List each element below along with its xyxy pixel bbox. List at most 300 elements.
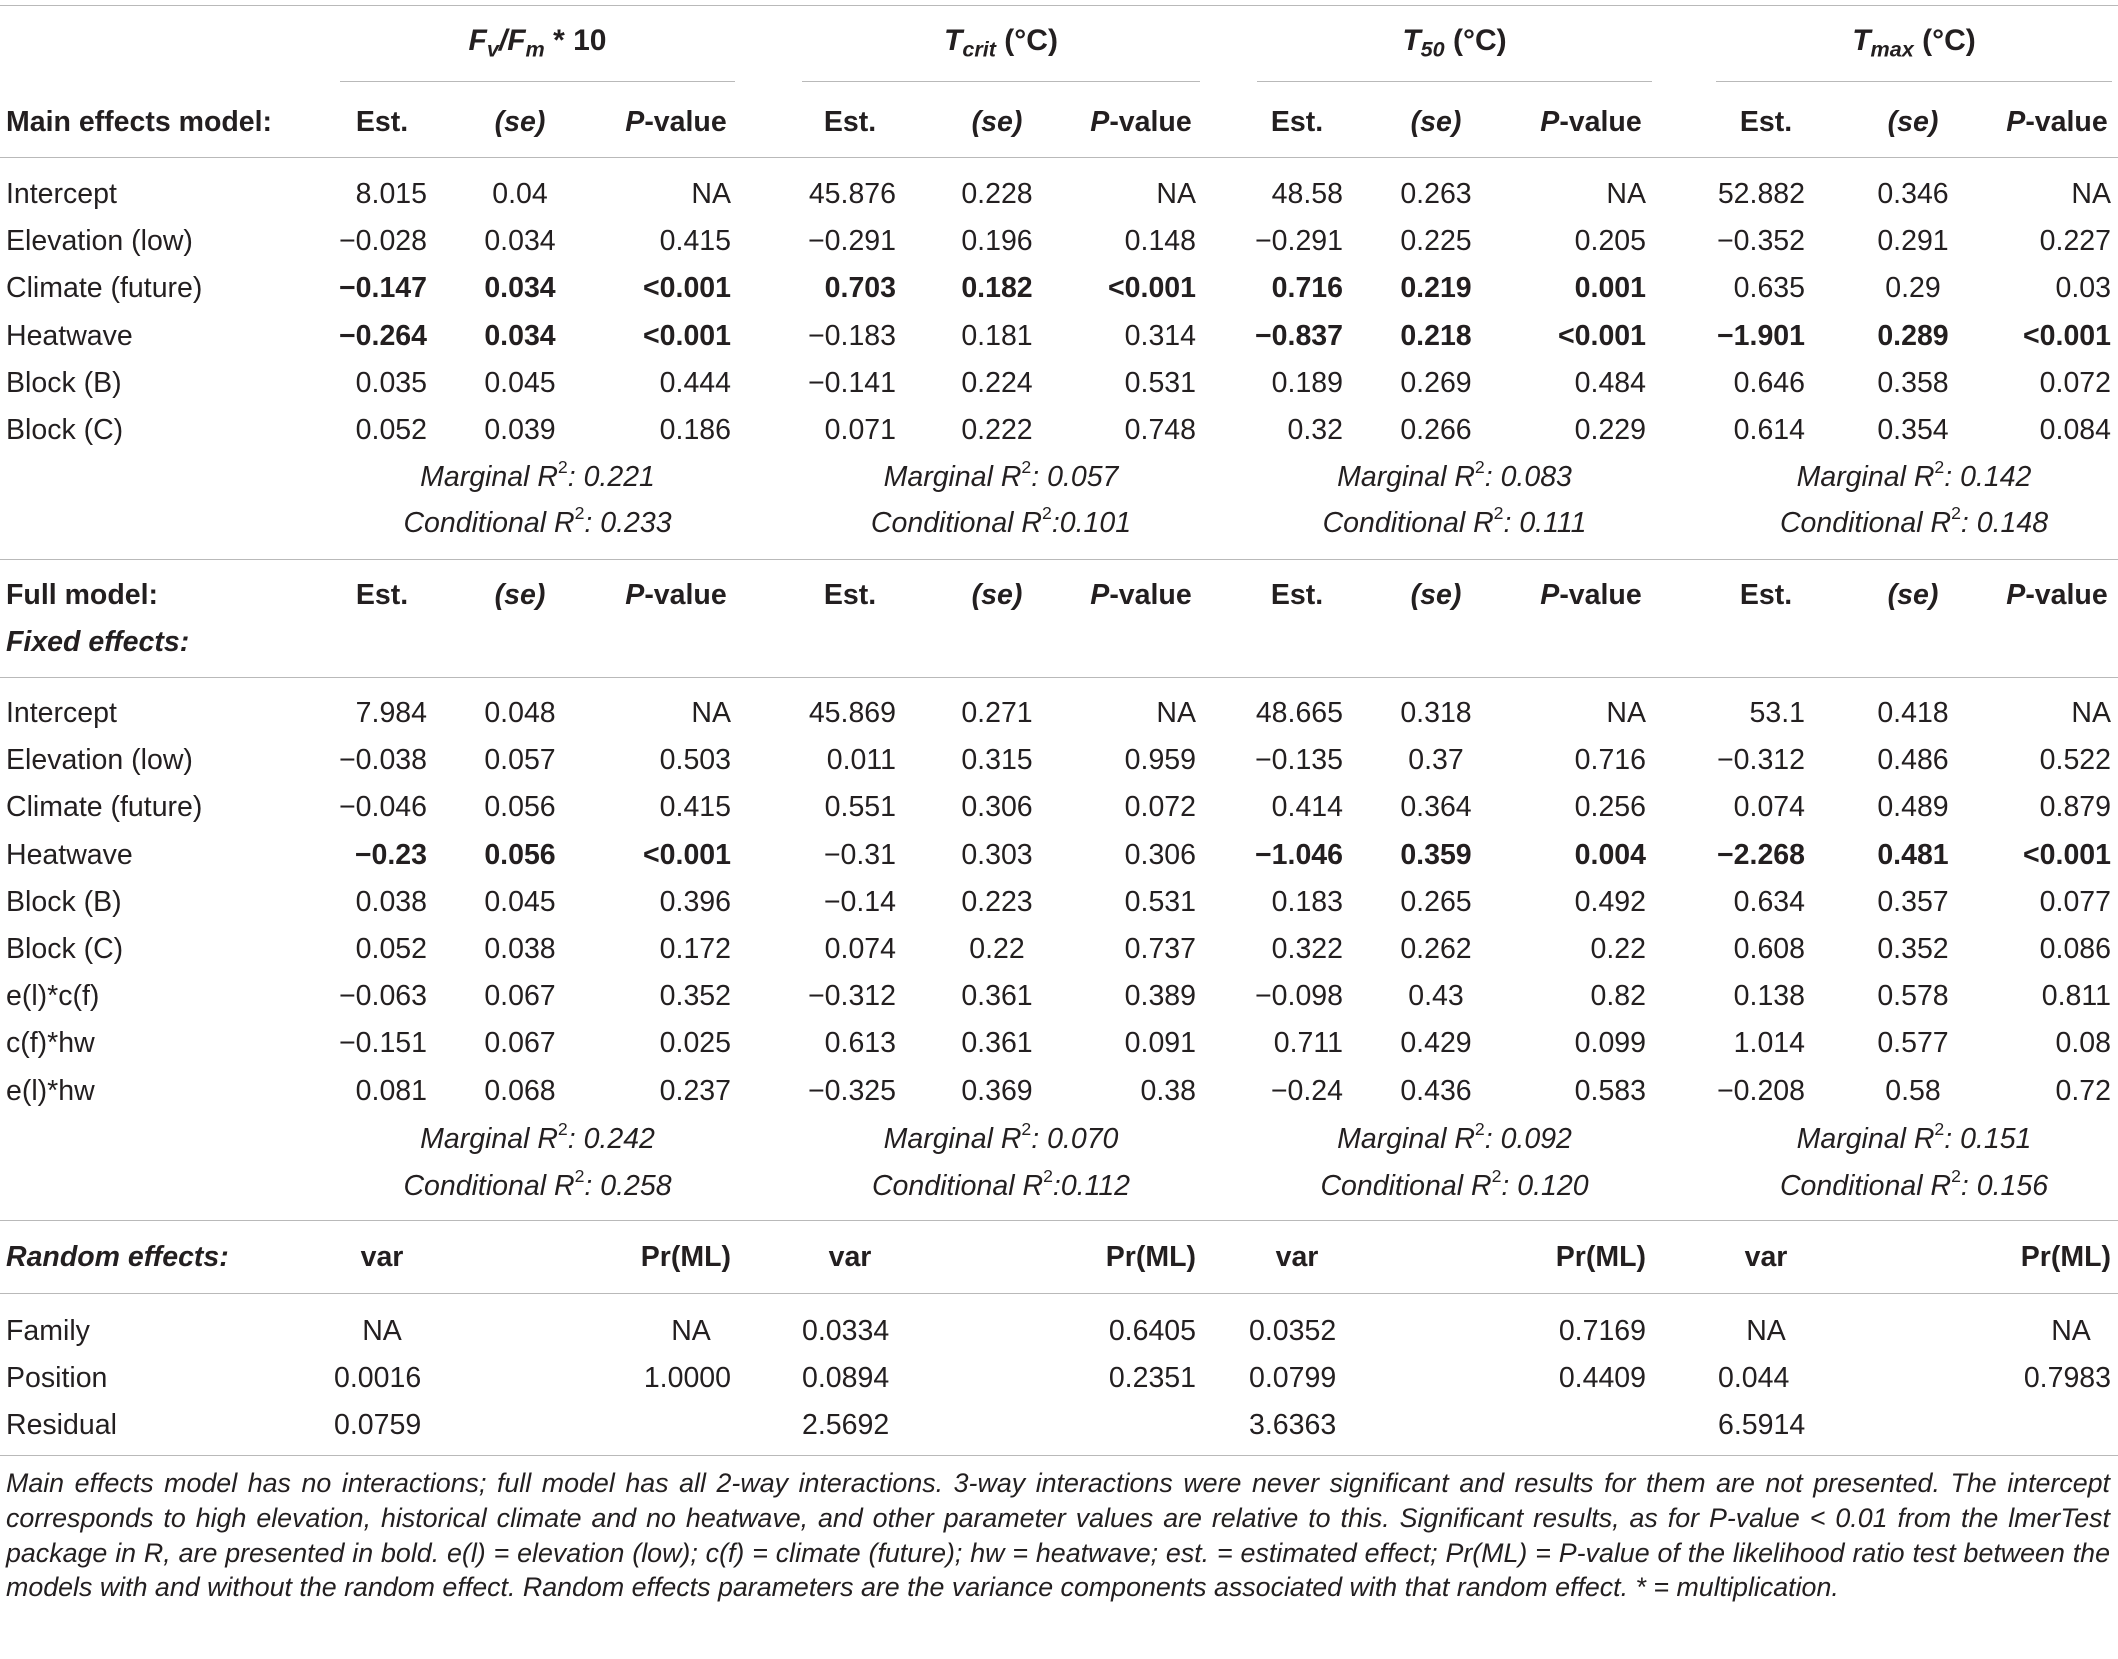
- table-cell: 7.984: [355, 697, 427, 729]
- r2-label: Conditional R: [1779, 507, 1952, 539]
- conditional-r2: [802, 500, 1200, 547]
- table-cell: 3.6363: [1249, 1409, 1337, 1441]
- se-header: (se): [1887, 579, 1939, 611]
- table-row: [0, 313, 2118, 360]
- est-header: Est.: [1270, 579, 1324, 611]
- header-subscript: v: [486, 36, 499, 62]
- r2-superscript: 2: [1951, 502, 1961, 523]
- table-cell: 0.522: [2039, 744, 2111, 777]
- r2-superscript: 2: [1951, 1165, 1961, 1186]
- table-cell: 45.869: [808, 697, 896, 729]
- r2-value: : 0.070: [1031, 1123, 1119, 1155]
- table-cell: 0.138: [1733, 980, 1805, 1013]
- p-value-header: [1540, 572, 1641, 619]
- table-cell: −0.038: [339, 744, 427, 777]
- p-letter: P: [2006, 579, 2026, 611]
- table-cell: −1.901: [1717, 319, 1805, 352]
- table-cell: 0.045: [484, 366, 556, 399]
- est-header: Est.: [1739, 106, 1793, 138]
- se-header: (se): [971, 106, 1023, 138]
- row-label: Residual: [6, 1409, 117, 1441]
- pr-ml-header: Pr(ML): [2020, 1241, 2111, 1273]
- table-row: [0, 1020, 2118, 1067]
- header-symbol: T: [944, 24, 963, 57]
- p-value-header: [1090, 99, 1191, 146]
- table-cell: 0.608: [1733, 933, 1805, 965]
- table-cell: −0.352: [1717, 225, 1805, 258]
- se-header: (se): [971, 579, 1023, 611]
- table-cell: 0.266: [1400, 414, 1472, 446]
- p-letter: P: [625, 106, 645, 138]
- group-underline: [802, 81, 1200, 82]
- table-cell: 0.077: [2039, 885, 2111, 918]
- table-cell: 0.489: [1877, 791, 1949, 824]
- r2-value: : 0.120: [1501, 1170, 1589, 1202]
- r2-superscript: 2: [1491, 1165, 1502, 1186]
- se-header: (se): [1887, 106, 1939, 138]
- section-label: Full model:: [6, 579, 158, 611]
- table-cell: 0.361: [961, 1027, 1033, 1060]
- header-subscript: max: [1870, 36, 1914, 62]
- header-symbol: F: [468, 24, 487, 57]
- table-cell: 0.068: [484, 1074, 556, 1107]
- table-cell: 0.7983: [2023, 1362, 2111, 1394]
- table-cell: 0.879: [2039, 791, 2111, 824]
- rule: [0, 677, 2118, 678]
- rule: [0, 1293, 2118, 1294]
- table-cell: <0.001: [2023, 838, 2111, 871]
- table-cell: 0.099: [1574, 1027, 1646, 1060]
- section-label: Main effects model:: [6, 106, 273, 138]
- table-row: [0, 1068, 2118, 1115]
- r2-value: :0.101: [1051, 507, 1132, 539]
- table-row: [0, 879, 2118, 926]
- marginal-r2: [1257, 1116, 1652, 1163]
- p-suffix: -value: [644, 106, 727, 138]
- row-label: Intercept: [6, 697, 117, 729]
- table-cell: NA: [691, 178, 731, 210]
- table-cell: <0.001: [643, 272, 731, 305]
- table-cell: 0.361: [961, 980, 1033, 1013]
- table-cell: −0.24: [1270, 1074, 1343, 1107]
- var-header: var: [1744, 1241, 1788, 1273]
- table-cell: 0.172: [659, 933, 731, 965]
- table-cell: 0.415: [659, 225, 731, 258]
- table-cell: 0.0759: [334, 1409, 422, 1441]
- table-cell: 0.357: [1877, 885, 1949, 918]
- row-label: Intercept: [6, 178, 117, 210]
- table-cell: 0.262: [1400, 933, 1472, 965]
- section-label: Fixed effects:: [6, 626, 190, 658]
- row-label: e(l)*hw: [6, 1074, 95, 1107]
- rule: [0, 157, 2118, 158]
- table-cell: −0.14: [823, 885, 896, 918]
- section-header-row: [0, 1234, 2118, 1281]
- table-cell: 0.256: [1574, 791, 1646, 824]
- table-cell: 0.081: [355, 1074, 427, 1107]
- header-symbol: T: [1852, 24, 1871, 57]
- table-cell: 0.577: [1877, 1027, 1949, 1060]
- section-label: Random effects:: [6, 1241, 229, 1273]
- r2-label: Conditional R: [1320, 1170, 1492, 1202]
- table-cell: 0.025: [659, 1027, 731, 1060]
- header-suffix: (°C): [1913, 24, 1976, 57]
- table-cell: 0.614: [1733, 414, 1805, 446]
- table-cell: 0.269: [1400, 366, 1472, 399]
- r2-label: Conditional R: [1779, 1170, 1952, 1202]
- table-row: [0, 1402, 2118, 1449]
- table-cell: NA: [2071, 697, 2111, 729]
- table-cell: 0.045: [484, 885, 556, 918]
- est-header: Est.: [355, 106, 409, 138]
- table-cell: 53.1: [1749, 697, 1805, 729]
- est-header: Est.: [355, 579, 409, 611]
- rule: [0, 1220, 2118, 1221]
- table-cell: 0.265: [1400, 885, 1472, 918]
- conditional-r2: [1257, 500, 1652, 547]
- table-cell: 0.429: [1400, 1027, 1472, 1060]
- table-cell: −0.325: [808, 1074, 896, 1107]
- table-cell: 0.359: [1400, 838, 1472, 871]
- column-group-header: [1257, 10, 1652, 72]
- table-cell: 0.22: [1590, 933, 1646, 965]
- table-cell: 0.071: [824, 414, 896, 446]
- r2-value: : 0.092: [1484, 1123, 1572, 1155]
- r2-superscript: 2: [1021, 1118, 1032, 1139]
- group-underline: [1257, 81, 1652, 82]
- table-cell: 0.034: [484, 272, 556, 305]
- table-cell: 0.001: [1574, 272, 1646, 305]
- table-cell: −0.151: [339, 1027, 427, 1060]
- table-cell: 0.237: [659, 1074, 731, 1107]
- table-cell: 0.067: [484, 1027, 556, 1060]
- table-cell: −0.312: [808, 980, 896, 1013]
- table-cell: 0.034: [484, 319, 556, 352]
- table-cell: −1.046: [1255, 838, 1343, 871]
- header-subscript: crit: [962, 36, 996, 62]
- r2-superscript: 2: [574, 502, 585, 523]
- top-rule: [0, 5, 2118, 6]
- table-row: [0, 1308, 2118, 1355]
- table-row: [0, 407, 2118, 454]
- p-letter: P: [2006, 106, 2026, 138]
- table-cell: −0.046: [339, 791, 427, 824]
- table-cell: 0.271: [961, 697, 1033, 729]
- table-cell: NA: [362, 1315, 402, 1347]
- r2-label: Conditional R: [403, 507, 575, 539]
- table-cell: 0.492: [1574, 885, 1646, 918]
- header-subscript: m: [525, 36, 545, 62]
- table-cell: 0.481: [1877, 838, 1949, 871]
- table-cell: −0.183: [808, 319, 896, 352]
- p-letter: P: [1090, 106, 1110, 138]
- p-suffix: -value: [1109, 106, 1192, 138]
- conditional-r2: [802, 1163, 1200, 1210]
- table-cell: 0.352: [1877, 933, 1949, 965]
- table-cell: 0.0799: [1249, 1362, 1337, 1394]
- table-cell: 0.048: [484, 697, 556, 729]
- table-cell: 0.635: [1733, 272, 1805, 305]
- table-cell: 0.034: [484, 225, 556, 258]
- table-cell: 0.186: [659, 414, 731, 446]
- row-label: Heatwave: [6, 319, 133, 352]
- table-cell: 0.646: [1733, 366, 1805, 399]
- table-cell: 0.074: [1733, 791, 1805, 824]
- table-cell: 0.148: [1124, 225, 1196, 258]
- table-row: [0, 926, 2118, 973]
- header-symbol: T: [1402, 24, 1421, 57]
- marginal-r2: [1716, 1116, 2112, 1163]
- table-cell: 0.056: [484, 791, 556, 824]
- p-value-header: [625, 99, 726, 146]
- r2-value: : 0.156: [1960, 1170, 2049, 1202]
- r2-value: : 0.057: [1031, 461, 1119, 493]
- table-cell: −0.264: [339, 319, 427, 352]
- table-cell: 0.711: [1273, 1027, 1343, 1060]
- table-cell: 0.38: [1140, 1074, 1196, 1107]
- r2-value: : 0.151: [1944, 1123, 2032, 1155]
- table-row: [0, 171, 2118, 218]
- r2-value: : 0.148: [1960, 507, 2049, 539]
- table-cell: 0.748: [1124, 414, 1196, 446]
- r2-superscript: 2: [1934, 1118, 1945, 1139]
- table-cell: 2.5692: [802, 1409, 890, 1441]
- fixed-effects-row: [0, 619, 2118, 666]
- r2-value: :0.112: [1052, 1170, 1131, 1202]
- table-cell: −0.31: [823, 838, 896, 871]
- table-cell: 0.205: [1574, 225, 1646, 258]
- r2-label: Marginal R: [420, 1123, 558, 1155]
- table-row: [0, 737, 2118, 784]
- r2-label: Conditional R: [871, 1170, 1044, 1202]
- table-cell: NA: [2071, 178, 2111, 210]
- row-label: Climate (future): [6, 791, 203, 824]
- table-cell: 0.531: [1124, 366, 1196, 399]
- se-header: (se): [1410, 106, 1462, 138]
- table-cell: −0.23: [354, 838, 427, 871]
- table-row: [0, 265, 2118, 312]
- table-cell: 0.58: [1885, 1074, 1941, 1107]
- table-cell: 0.737: [1124, 933, 1196, 965]
- r2-label: Marginal R: [883, 1123, 1022, 1155]
- r2-label: Conditional R: [1322, 507, 1494, 539]
- table-row: [0, 784, 2118, 831]
- table-cell: 0.369: [961, 1074, 1033, 1107]
- conditional-r2: [340, 1163, 735, 1210]
- r2-value: : 0.083: [1484, 461, 1572, 493]
- table-cell: <0.001: [1558, 319, 1646, 352]
- table-cell: 0.084: [2039, 414, 2111, 446]
- r2-label: Marginal R: [1337, 461, 1475, 493]
- table-cell: 0.396: [659, 885, 731, 918]
- table-cell: −0.291: [808, 225, 896, 258]
- p-suffix: -value: [1559, 579, 1642, 611]
- marginal-r2: [802, 1116, 1200, 1163]
- table-cell: <0.001: [1108, 272, 1196, 305]
- table-cell: 0.72: [2055, 1074, 2111, 1107]
- bottom-rule: [0, 1455, 2118, 1456]
- table-cell: 0.503: [659, 744, 731, 777]
- table-cell: 0.044: [1718, 1362, 1790, 1394]
- r2-label: Conditional R: [870, 507, 1043, 539]
- table-cell: −0.141: [808, 366, 896, 399]
- table-cell: 0.716: [1271, 272, 1343, 305]
- table-cell: 0.444: [659, 366, 731, 399]
- table-cell: 0.196: [961, 225, 1033, 258]
- p-letter: P: [1090, 579, 1110, 611]
- table-cell: 45.876: [808, 178, 896, 210]
- table-cell: 0.418: [1877, 697, 1949, 729]
- r2-superscript: 2: [1934, 456, 1945, 477]
- table-cell: NA: [1156, 697, 1196, 729]
- table-cell: 0.229: [1574, 414, 1646, 446]
- table-cell: 0.004: [1574, 838, 1646, 871]
- table-row: [0, 360, 2118, 407]
- table-row: [0, 1355, 2118, 1402]
- row-label: Block (B): [6, 885, 122, 918]
- row-label: Heatwave: [6, 838, 133, 871]
- r2-superscript: 2: [1021, 456, 1032, 477]
- p-value-header: [2006, 572, 2107, 619]
- table-cell: 0.811: [2041, 980, 2111, 1013]
- se-header: (se): [1410, 579, 1462, 611]
- table-cell: 8.015: [355, 178, 427, 210]
- table-cell: −2.268: [1717, 838, 1805, 871]
- header-suffix: (°C): [1444, 24, 1507, 57]
- r2-superscript: 2: [1493, 502, 1504, 523]
- table-cell: 0.183: [1271, 885, 1343, 918]
- table-cell: 0.486: [1877, 744, 1949, 777]
- table-cell: 0.82: [1590, 980, 1646, 1013]
- p-suffix: -value: [1109, 579, 1192, 611]
- r2-value: : 0.233: [584, 507, 672, 539]
- se-header: (se): [494, 106, 546, 138]
- table-cell: 0.091: [1124, 1027, 1196, 1060]
- pr-ml-header: Pr(ML): [640, 1241, 731, 1273]
- table-cell: 0.29: [1885, 272, 1941, 305]
- table-cell: 0.291: [1877, 225, 1949, 258]
- table-cell: 0.415: [659, 791, 731, 824]
- table-cell: 0.364: [1400, 791, 1472, 824]
- marginal-r2: [1257, 454, 1652, 501]
- table-cell: 0.352: [659, 980, 731, 1013]
- r2-value: : 0.142: [1944, 461, 2032, 493]
- table-cell: <0.001: [2023, 319, 2111, 352]
- table-cell: 0.315: [961, 744, 1033, 777]
- table-cell: 0.959: [1124, 744, 1196, 777]
- pr-ml-header: Pr(ML): [1555, 1241, 1646, 1273]
- table-cell: 1.014: [1733, 1027, 1805, 1060]
- row-label: Elevation (low): [6, 744, 193, 777]
- table-cell: 0.072: [1124, 791, 1196, 824]
- table-cell: 6.5914: [1718, 1409, 1806, 1441]
- table-cell: 0.303: [961, 838, 1033, 871]
- section-header-row: [0, 99, 2118, 146]
- table-cell: 0.289: [1877, 319, 1949, 352]
- table-cell: 0.484: [1574, 366, 1646, 399]
- table-cell: NA: [691, 697, 731, 729]
- table-cell: 0.22: [969, 933, 1025, 965]
- r2-label: Marginal R: [1796, 1123, 1935, 1155]
- est-header: Est.: [823, 106, 877, 138]
- row-label: Block (C): [6, 933, 124, 965]
- r2-superscript: 2: [574, 1165, 585, 1186]
- table-cell: 0.067: [484, 980, 556, 1013]
- table-cell: 0.0334: [802, 1315, 890, 1347]
- table-cell: 0.346: [1877, 178, 1949, 210]
- header-suffix: (°C): [995, 24, 1058, 57]
- p-suffix: -value: [2025, 106, 2108, 138]
- table-cell: 0.306: [961, 791, 1033, 824]
- table-cell: 0.218: [1400, 319, 1472, 352]
- table-cell: 0.227: [2039, 225, 2111, 258]
- p-suffix: -value: [644, 579, 727, 611]
- r2-value: : 0.258: [584, 1170, 672, 1202]
- table-cell: NA: [1606, 178, 1646, 210]
- table-cell: 0.223: [961, 885, 1033, 918]
- table-cell: 0.263: [1400, 178, 1472, 210]
- rule: [0, 559, 2118, 560]
- table-cell: −0.208: [1717, 1074, 1805, 1107]
- table-row: [0, 973, 2118, 1020]
- column-group-header: [1716, 10, 2112, 72]
- table-cell: 0.08: [2055, 1027, 2111, 1060]
- r2-superscript: 2: [1043, 1165, 1053, 1186]
- table-cell: 0.182: [961, 272, 1033, 305]
- table-cell: 0.038: [484, 933, 556, 965]
- p-suffix: -value: [1559, 106, 1642, 138]
- table-row: [0, 218, 2118, 265]
- table-cell: 0.04: [492, 178, 548, 210]
- marginal-r2: [340, 454, 735, 501]
- table-cell: 0.222: [961, 414, 1033, 446]
- section-header-row: [0, 572, 2118, 619]
- table-cell: −0.291: [1255, 225, 1343, 258]
- table-cell: 0.4409: [1558, 1362, 1646, 1394]
- p-letter: P: [625, 579, 645, 611]
- r2-superscript: 2: [1474, 456, 1485, 477]
- row-label: e(l)*c(f): [6, 980, 100, 1013]
- table-cell: −0.028: [339, 225, 427, 258]
- table-cell: 0.354: [1877, 414, 1949, 446]
- table-cell: <0.001: [643, 319, 731, 352]
- table-cell: NA: [1746, 1315, 1786, 1347]
- table-cell: 0.056: [484, 838, 556, 871]
- r2-superscript: 2: [1042, 502, 1052, 523]
- table-cell: 0.224: [961, 366, 1033, 399]
- conditional-r2: [1716, 1163, 2112, 1210]
- r2-label: Marginal R: [1337, 1123, 1475, 1155]
- table-cell: 48.665: [1255, 697, 1343, 729]
- table-cell: 0.057: [484, 744, 556, 777]
- table-cell: 0.358: [1877, 366, 1949, 399]
- table-cell: NA: [2051, 1315, 2091, 1347]
- table-cell: −0.063: [339, 980, 427, 1013]
- pr-ml-header: Pr(ML): [1105, 1241, 1196, 1273]
- table-cell: 0.052: [355, 414, 427, 446]
- header-subscript: 50: [1420, 36, 1445, 62]
- p-value-header: [2006, 99, 2107, 146]
- est-header: Est.: [1270, 106, 1324, 138]
- row-label: c(f)*hw: [6, 1027, 95, 1060]
- table-cell: 0.7169: [1558, 1315, 1646, 1347]
- table-cell: 0.306: [1124, 838, 1196, 871]
- column-group-header: [802, 10, 1200, 72]
- row-label: Climate (future): [6, 272, 203, 305]
- table-cell: 0.072: [2039, 366, 2111, 399]
- table-cell: 0.37: [1408, 744, 1464, 777]
- conditional-r2: [1716, 500, 2112, 547]
